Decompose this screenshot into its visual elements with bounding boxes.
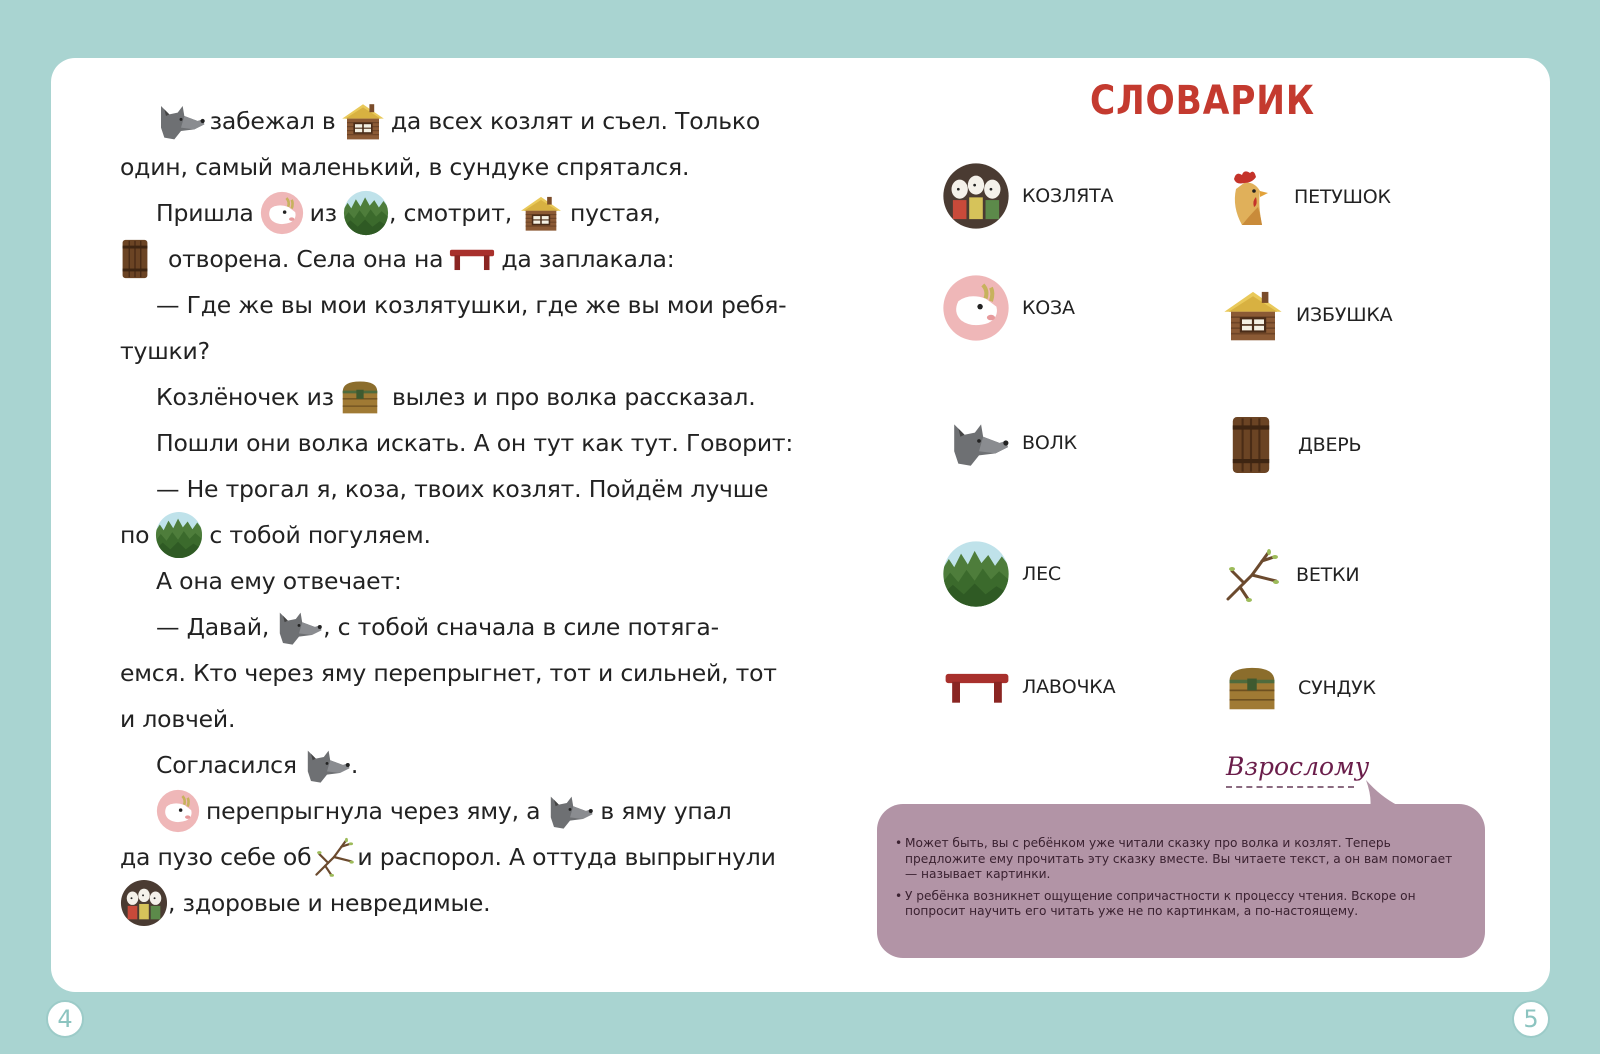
hut-icon (1220, 286, 1286, 344)
story-line (120, 696, 760, 742)
adult-section-title: Взрослому (1226, 752, 1370, 781)
story-text-fragment: из (309, 199, 337, 227)
story-text-fragment: да всех козлят и съел. Только (390, 107, 761, 135)
dictionary-label: КОЗА (1022, 297, 1075, 319)
dictionary-item-chest (1226, 664, 1376, 712)
dictionary-item-wolf (948, 418, 1077, 468)
dictionary-item-rooster (1222, 166, 1391, 228)
dictionary-item-branches (1222, 544, 1359, 606)
wolf-icon (275, 609, 323, 645)
goat-icon (260, 191, 304, 235)
story-text-fragment: и ловчей. (120, 705, 236, 733)
adult-note: • Может быть, вы с ребёнком уже читали сказку про волка и козлят. Теперь предложите ему прочитать эту сказку вместе. Вы читаете текст, а он вам помогает — называет картинки. (895, 836, 1467, 883)
story-text-fragment: забежал в (209, 107, 336, 135)
rooster-icon (1222, 166, 1272, 228)
story-line (120, 604, 760, 650)
story-text-fragment: , с тобой сначала в силе потяга- (323, 613, 719, 641)
dictionary-label: СУНДУК (1298, 677, 1376, 699)
story-line (120, 236, 760, 282)
bench-icon (944, 670, 1010, 704)
story-line (120, 374, 760, 420)
page-number-left: 4 (46, 1000, 84, 1038)
story-text-fragment: да заплакала: (501, 245, 675, 273)
wolf-icon (948, 418, 1010, 468)
dictionary-label: КОЗЛЯТА (1022, 185, 1114, 207)
wolf-icon (303, 747, 351, 783)
story-line (120, 558, 760, 604)
story-text-fragment: емся. Кто через яму перепрыгнет, тот и сильней, тот (120, 659, 777, 687)
kids-icon (942, 162, 1010, 230)
forest-icon (343, 190, 389, 236)
story-text-fragment: с тобой погуляем. (209, 521, 431, 549)
branches-icon (311, 835, 357, 879)
story-line (120, 98, 760, 144)
story-text-fragment: Козлёночек из (156, 383, 334, 411)
dictionary-label: ПЕТУШОК (1294, 186, 1391, 208)
story-line (120, 328, 760, 374)
dictionary-label: ЛЕС (1022, 563, 1061, 585)
story-line (120, 742, 760, 788)
dictionary-item-kids (942, 162, 1113, 230)
branches-icon (1222, 544, 1282, 606)
story-text-fragment: и распорол. А оттуда выпрыгнули (357, 843, 776, 871)
story-text-fragment: , здоровые и невредимые. (168, 889, 491, 917)
story-line (120, 650, 777, 696)
story-text-fragment: , смотрит, (388, 199, 512, 227)
dictionary-label: ИЗБУШКА (1296, 304, 1393, 326)
story-text-fragment: в яму упал (600, 797, 732, 825)
bench-icon (449, 247, 495, 271)
chest-icon (340, 378, 380, 416)
story-text-fragment: Согласился (156, 751, 297, 779)
wolf-icon (156, 102, 206, 140)
story-text-fragment: по (120, 521, 150, 549)
story-line (120, 880, 760, 926)
story-text-fragment: Пошли они волка искать. А он тут как тут. Говорит: (156, 429, 794, 457)
adult-note: • У ребёнка возникнет ощущение сопричастности к процессу чтения. Вскоре он попросит научить его читать уже не по картинкам, а по-настоящему. (895, 889, 1467, 920)
story-line (120, 190, 760, 236)
story-line (120, 466, 769, 512)
dictionary-item-door (1230, 414, 1361, 476)
story-text-fragment: — Давай, (156, 613, 270, 641)
dictionary-label: ЛАВОЧКА (1022, 676, 1116, 698)
goat-icon (942, 274, 1010, 342)
door-icon (120, 238, 150, 280)
story-text (120, 98, 794, 926)
story-line (120, 788, 760, 834)
story-text-fragment: тушки? (120, 337, 210, 365)
story-text-fragment: перепрыгнула через яму, а (206, 797, 541, 825)
adult-title-underline (1226, 786, 1354, 788)
kids-icon (120, 879, 168, 927)
dictionary-title: СЛОВАРИК (1090, 78, 1315, 124)
story-text-fragment: вылез и про волка рассказал. (391, 383, 756, 411)
dictionary-item-hut (1220, 286, 1392, 344)
story-text-fragment: А она ему отвечает: (156, 567, 402, 595)
story-text-fragment: Пришла (156, 199, 254, 227)
hut-icon (339, 100, 387, 142)
chest-icon (1226, 664, 1278, 712)
forest-icon (155, 511, 203, 559)
story-text-fragment: отворена. Села она на (168, 245, 444, 273)
story-line (120, 512, 760, 558)
dictionary-label: ДВЕРЬ (1298, 434, 1362, 456)
dictionary-item-forest (942, 540, 1061, 608)
story-text-fragment: один, самый маленький, в сундуке спрятался. (120, 153, 690, 181)
adult-note-bubble (877, 804, 1485, 958)
story-text-fragment: — Не трогал я, коза, твоих козлят. Пойдём лучше (156, 475, 769, 503)
story-line (120, 834, 776, 880)
door-icon (1230, 414, 1272, 476)
forest-icon (942, 540, 1010, 608)
story-text-fragment: . (350, 751, 359, 779)
story-line (120, 144, 760, 190)
dictionary-label: ВОЛК (1022, 432, 1077, 454)
dictionary-item-bench (944, 670, 1115, 704)
page-number-right: 5 (1512, 1000, 1550, 1038)
story-text-fragment: да пузо себе об (120, 843, 312, 871)
story-line (120, 282, 787, 328)
dictionary-label: ВЕТКИ (1296, 564, 1360, 586)
story-line (120, 420, 794, 466)
goat-icon (156, 789, 200, 833)
hut-icon (518, 193, 564, 233)
story-text-fragment: пустая, (569, 199, 661, 227)
dictionary-item-goat (942, 274, 1075, 342)
wolf-icon (546, 793, 594, 829)
story-text-fragment: — Где же вы мои козлятушки, где же вы мои ребя- (156, 291, 787, 319)
